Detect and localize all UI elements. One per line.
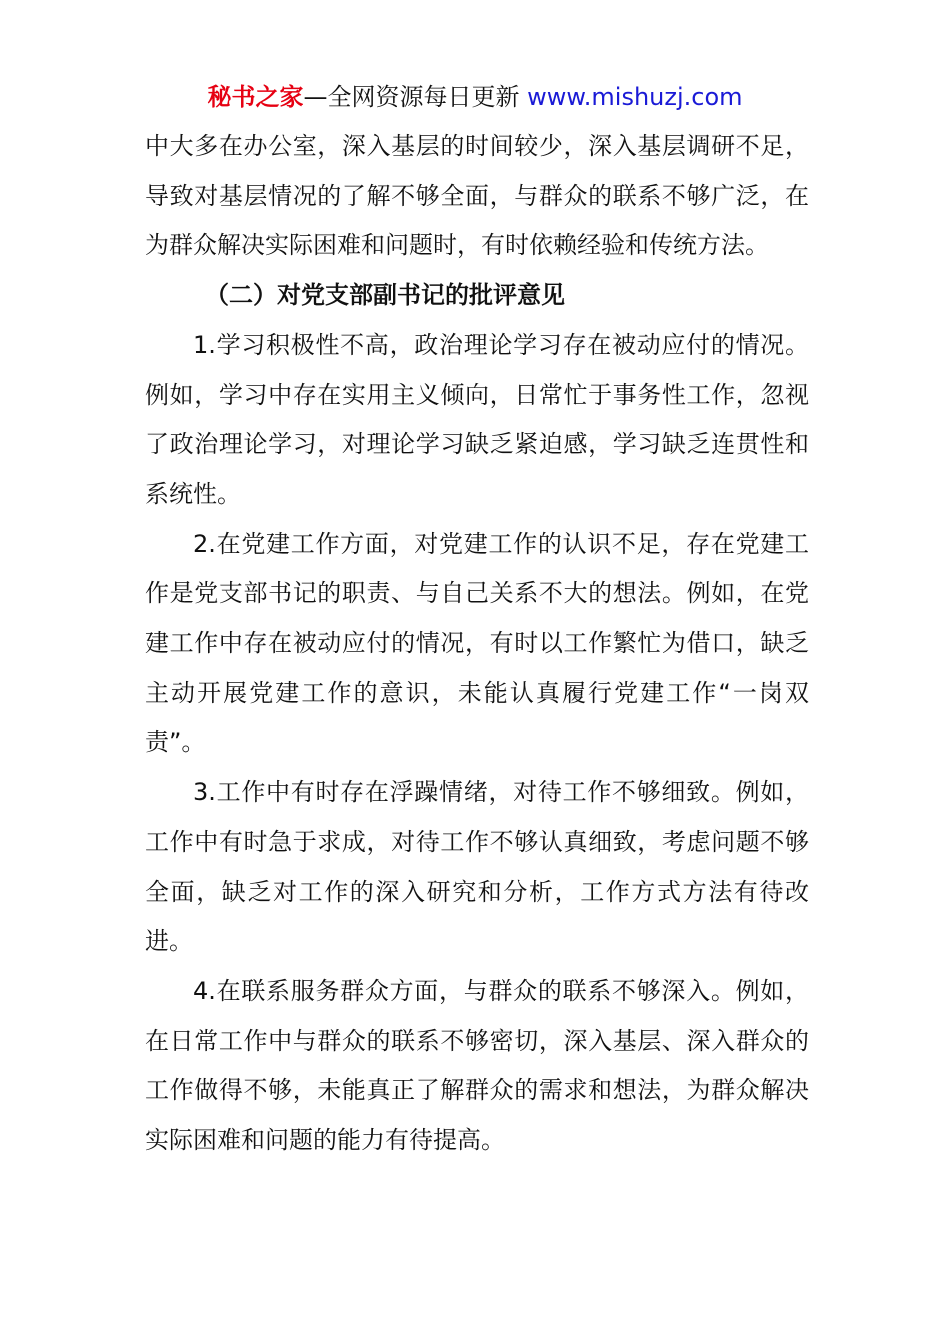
header-tagline: —全网资源每日更新 bbox=[303, 83, 520, 111]
document-body bbox=[145, 122, 809, 1166]
criticism-item-3: 3.工作中有时存在浮躁情绪，对待工作不够细致。例如，工作中有时急于求成，对待工作不够认真细致，考虑问题不够全面，缺乏对工作的深入研究和分析，工作方式方法有待改进。 bbox=[145, 778, 809, 956]
site-header bbox=[0, 80, 950, 114]
site-url-link[interactable]: www.mishuzj.com bbox=[527, 83, 743, 111]
section-heading: （二）对党支部副书记的批评意见 bbox=[205, 281, 565, 310]
continuation-paragraph: 中大多在办公室，深入基层的时间较少，深入基层调研不足，导致对基层情况的了解不够全面，与群众的联系不够广泛，在为群众解决实际困难和问题时，有时依赖经验和传统方法。 bbox=[145, 132, 809, 260]
criticism-item-1: 1.学习积极性不高，政治理论学习存在被动应付的情况。例如，学习中存在实用主义倾向，日常忙于事务性工作，忽视了政治理论学习，对理论学习缺乏紧迫感，学习缺乏连贯性和系统性。 bbox=[145, 330, 809, 508]
criticism-item-4: 4.在联系服务群众方面，与群众的联系不够深入。例如，在日常工作中与群众的联系不够密切，深入基层、深入群众的工作做得不够，未能真正了解群众的需求和想法，为群众解决实际困难和问题的能力有待提高。 bbox=[145, 976, 809, 1155]
criticism-item-2: 2.在党建工作方面，对党建工作的认识不足，存在党建工作是党支部书记的职责、与自己关系不大的想法。例如，在党建工作中存在被动应付的情况，有时以工作繁忙为借口，缺乏主动开展党建工作的意识，未能认真履行党建工作“一岗双责”。 bbox=[145, 529, 809, 757]
brand-name: 秘书之家 bbox=[207, 83, 304, 111]
